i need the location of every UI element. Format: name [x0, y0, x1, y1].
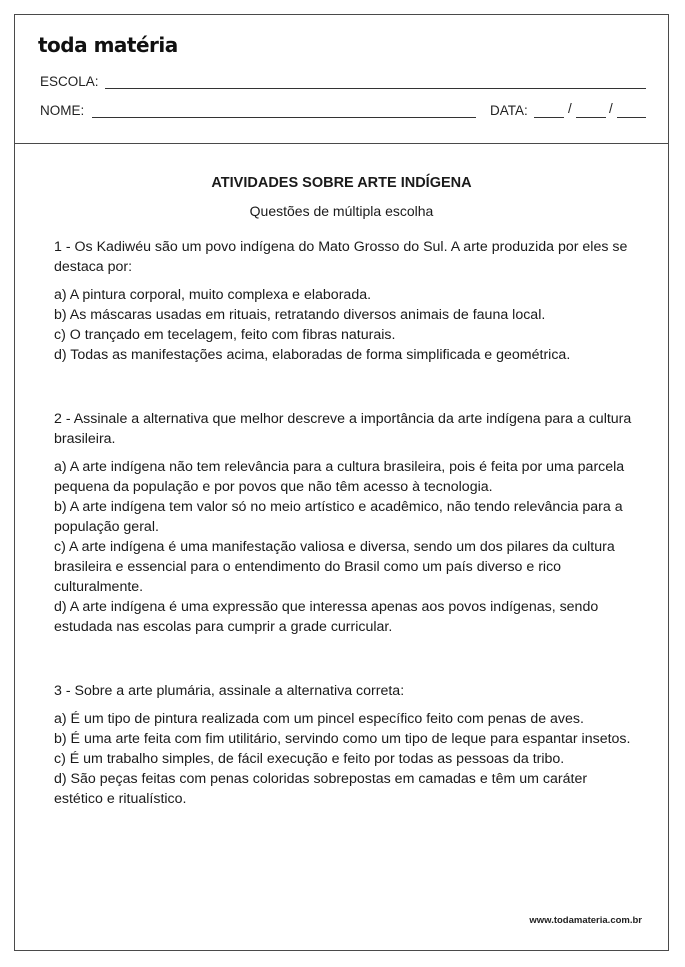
- answer-option: b) As máscaras usadas em rituais, retratando diversos animais de fauna local.: [54, 307, 546, 323]
- brand-logo: toda matéria: [38, 33, 178, 57]
- answer-option: a) É um tipo de pintura realizada com um pincel específico feito com penas de aves.: [54, 711, 584, 727]
- question-1: [54, 237, 634, 365]
- date-separator: /: [568, 101, 572, 116]
- answer-option: b) A arte indígena tem valor só no meio artístico e acadêmico, não tendo relevância para a população geral.: [54, 499, 623, 535]
- name-field[interactable]: [92, 117, 476, 118]
- question-2: [54, 409, 634, 637]
- question-prompt: 3 - Sobre a arte plumária, assinale a alternativa correta:: [54, 683, 405, 699]
- school-label: ESCOLA:: [40, 74, 99, 89]
- answer-option: c) É um trabalho simples, de fácil execução e feito por todas as pessoas da tribo.: [54, 751, 565, 767]
- answer-option: d) A arte indígena é uma expressão que interessa apenas aos povos indígenas, sendo estudada nas escolas para cumprir a grade curricular.: [54, 599, 599, 635]
- worksheet-frame: [14, 14, 669, 951]
- question-prompt: 2 - Assinale a alternativa que melhor descreve a importância da arte indígena para a cultura brasileira.: [54, 411, 632, 447]
- date-day-field[interactable]: [534, 117, 564, 118]
- answer-option: c) O trançado em tecelagem, feito com fibras naturais.: [54, 327, 396, 343]
- answer-option: d) Todas as manifestações acima, elaboradas de forma simplificada e geométrica.: [54, 347, 571, 363]
- date-year-field[interactable]: [617, 117, 646, 118]
- name-label: NOME:: [40, 103, 85, 118]
- answer-option: a) A arte indígena não tem relevância para a cultura brasileira, pois é feita por uma parcela pequena da população e por povos que não têm acesso à tecnologia.: [54, 459, 625, 495]
- header-divider: [15, 143, 668, 144]
- date-month-field[interactable]: [576, 117, 606, 118]
- question-prompt: 1 - Os Kadiwéu são um povo indígena do Mato Grosso do Sul. A arte produzida por eles se destaca por:: [54, 239, 628, 275]
- worksheet-title: ATIVIDADES SOBRE ARTE INDÍGENA: [211, 175, 472, 191]
- school-field[interactable]: [105, 88, 646, 89]
- footer-url: www.todamateria.com.br: [529, 915, 642, 926]
- answer-option: b) É uma arte feita com fim utilitário, servindo como um tipo de leque para espantar insetos.: [54, 731, 631, 747]
- date-separator: /: [609, 101, 613, 116]
- worksheet-subtitle: Questões de múltipla escolha: [249, 203, 434, 219]
- answer-option: a) A pintura corporal, muito complexa e elaborada.: [54, 287, 372, 303]
- answer-option: c) A arte indígena é uma manifestação valiosa e diversa, sendo um dos pilares da cultura brasileira e essencial para o entendimento do Brasil como um país diverso e rico culturalmente.: [54, 539, 615, 595]
- answer-option: d) São peças feitas com penas coloridas sobrepostas em camadas e têm um caráter estético e ritualístico.: [54, 771, 588, 807]
- question-3: [54, 681, 634, 809]
- date-label: DATA:: [490, 103, 528, 118]
